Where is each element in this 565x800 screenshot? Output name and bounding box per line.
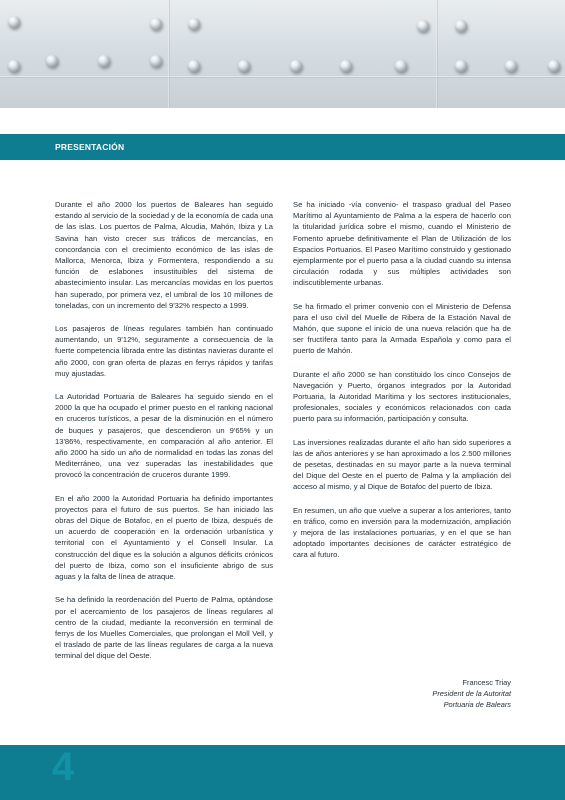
plate-seam bbox=[168, 0, 170, 108]
paragraph: Las inversiones realizadas durante el año han sido superiores a las de años anteriores y se han aproximado a los 2.500 millones de pesetas, destinadas en su mayor parte a la nueva terminal del Dique del Oeste en el puerto de Palma y la ampliación del acceso al mismo, y al Dique de Botafoc del puerto de Ibiza. bbox=[293, 437, 511, 492]
rivet-icon bbox=[417, 20, 429, 32]
text-column-right bbox=[293, 199, 511, 573]
signatory-role: President de la Autoritat bbox=[432, 689, 511, 698]
rivet-icon bbox=[150, 18, 162, 30]
signature-block bbox=[293, 677, 511, 710]
rivet-icon bbox=[340, 60, 352, 72]
plate-seam bbox=[436, 0, 438, 108]
paragraph: La Autoridad Portuaria de Baleares ha seguido siendo en el 2000 la que ha ocupado el primer puesto en el ranking nacional en cruceros turísticos, a pesar de la disminución en el número de buques y pasajeros, que descendieron un 9'65% y un 13'86%, respectivamente, en comparación al año anterior. El año 2000 ha sido un año de normalidad en todas las zonas del Mediterráneo, una vez superadas las inestabilidades que provocó la concentración de cruceros durante 1999. bbox=[55, 392, 273, 480]
rivet-icon bbox=[238, 60, 250, 72]
paragraph: Se ha firmado el primer convenio con el Ministerio de Defensa para el uso civil del Muelle de Ribera de la Estación Naval de Mahón, que supone el inicio de una nueva relación que ha de ser fructífera tanto para la Armada Española y como para el puerto de Mahón. bbox=[293, 301, 511, 356]
plate-seam-horizontal bbox=[0, 76, 565, 78]
paragraph: En el año 2000 la Autoridad Portuaria ha definido importantes proyectos para el futuro de sus puertos. Se han iniciado las obras del Dique de Botafoc, en el puerto de Ibiza, después de un acuerdo de cooperación en la ordenación urbanística y territorial con el Ayuntamiento y el Consell Insular. La construcción del dique es la solución a algunos déficits crónicos del puerto de Ibiza, como son el insuficiente abrigo de sus aguas y la falta de línea de atraque. bbox=[55, 493, 273, 582]
rivet-icon bbox=[8, 16, 20, 28]
text-column-left bbox=[55, 199, 273, 674]
signatory-name: Francesc Triay bbox=[462, 678, 511, 687]
rivet-icon bbox=[188, 18, 200, 30]
rivet-icon bbox=[395, 60, 407, 72]
section-title-band bbox=[0, 134, 565, 160]
rivet-icon bbox=[188, 60, 200, 72]
footer-band bbox=[0, 745, 565, 800]
page-number: 4 bbox=[52, 745, 75, 789]
signatory-role: Portuaria de Balears bbox=[443, 700, 511, 709]
paragraph: Se ha iniciado -vía convenio- el traspaso gradual del Paseo Marítimo al Ayuntamiento de Palma a la espera de hacerlo con la titularidad jurídica sobre el mismo, cuando el Ministerio de Fomento apruebe definitivamente el Plan de Utilización de los Espacios Portuarios. El Paseo Marítimo construido y gestionado ejemplarmente por el puerto pasa a la ciudad cuando su intensa circulación rodada y sus múltiples actividades son indiscutiblemente urbanas. bbox=[293, 200, 511, 288]
rivet-icon bbox=[548, 60, 560, 72]
paragraph: Los pasajeros de líneas regulares también han continuado aumentando, un 9'12%, seguramente a consecuencia de la fuerte competencia librada entre las distintas navieras durante el año 2000, con gran oferta de plazas en ferrys rápidos y tarifas muy ajustadas. bbox=[55, 324, 273, 378]
rivet-icon bbox=[290, 60, 302, 72]
paragraph: Se ha definido la reordenación del Puerto de Palma, optándose por el acercamiento de los pasajeros de líneas regulares al centro de la ciudad, mediante la reconversión en terminal de ferrys de los Muelles Comerciales, que prolongan el Moll Vell, y el traslado de parte de las líneas regulares de carga a la nueva terminal del dique del Oeste. bbox=[55, 595, 273, 661]
rivet-icon bbox=[455, 20, 467, 32]
section-title: PRESENTACIÓN bbox=[55, 142, 125, 152]
rivet-icon bbox=[98, 55, 110, 67]
rivet-icon bbox=[150, 55, 162, 67]
rivet-icon bbox=[8, 60, 20, 72]
paragraph: Durante el año 2000 los puertos de Baleares han seguido estando al servicio de la sociedad y de la economía de cada una de las islas. Los puertos de Palma, Alcudia, Mahón, Ibiza y La Savina han visto crecer sus tráficos de mercancías, en concordancia con el crecimiento económico de las islas de Mallorca, Menorca, Ibiza y Formentera, respondiendo a su función de eslabones insustituibles del sistema de abastecimiento insular. Las mercancías movidas en los puertos han superado, por primera vez, el umbral de los 10 millones de toneladas, con un incremento del 9'32% respecto a 1999. bbox=[55, 200, 273, 310]
header-image-riveted-steel bbox=[0, 0, 565, 108]
rivet-icon bbox=[46, 55, 58, 67]
rivet-icon bbox=[505, 60, 517, 72]
paragraph: En resumen, un año que vuelve a superar a los anteriores, tanto en tráfico, como en inversión para la modernización, ampliación y mejora de las instalaciones portuarias, y en el que se han adoptado importantes decisiones de carácter estratégico de cara al futuro. bbox=[293, 505, 511, 560]
paragraph: Durante el año 2000 se han constituido los cinco Consejos de Navegación y Puerto, órganos integrados por la Autoridad Portuaria, la Autoridad Marítima y los sectores institucionales, profesionales, sociales y económicos relacionados con cada puerto para su información, participación y consulta. bbox=[293, 369, 511, 424]
rivet-icon bbox=[455, 60, 467, 72]
